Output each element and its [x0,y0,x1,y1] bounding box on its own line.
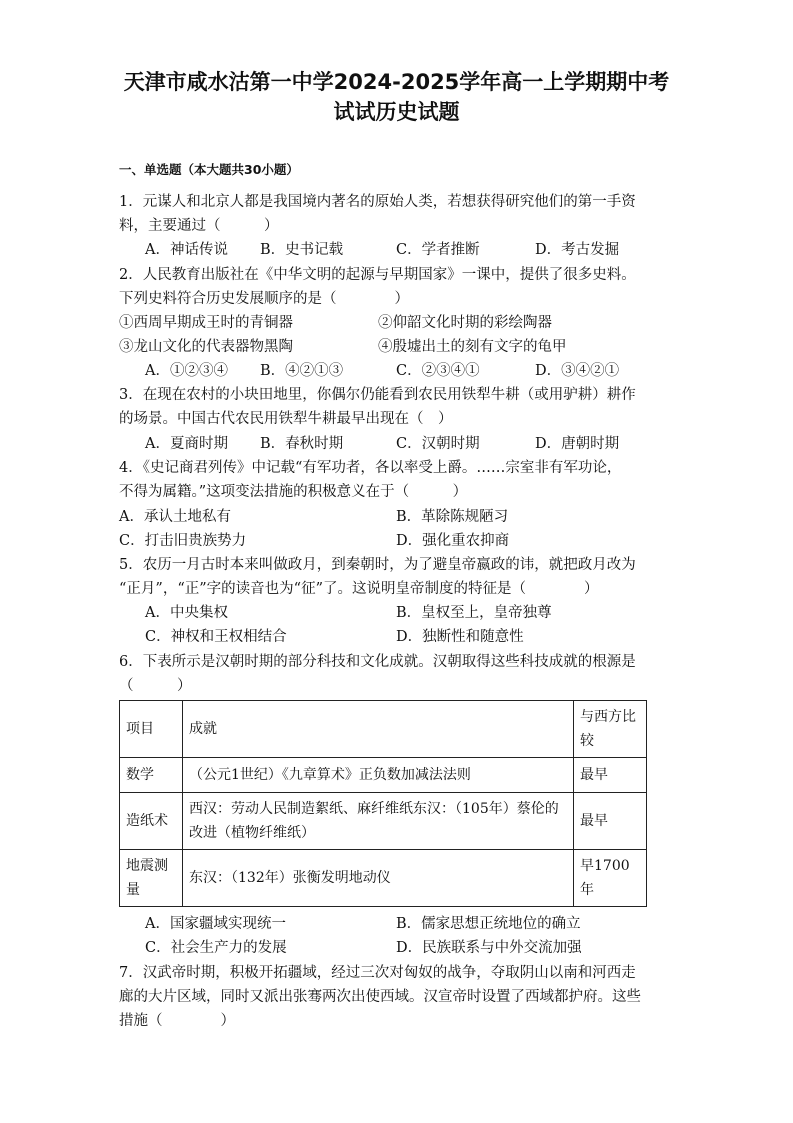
table-cell: 地震测量 [120,850,183,907]
q5-stem-line1: 5．农历一月古时本来叫做政月，到秦朝时，为了避皇帝嬴政的讳，就把政月改为 [119,557,636,573]
q1-option-a: A．神话传说 [145,242,228,258]
document-title-line2: 试试历史试题 [333,100,460,124]
q5-option-d: D．独断性和随意性 [396,629,524,645]
q2-option-c: C．②③④① [396,363,480,379]
q7-stem-line1: 7．汉武帝时期，积极开拓疆域，经过三次对匈奴的战争，夺取阴山以南和河西走 [119,965,636,981]
q3-option-b: B．春秋时期 [260,436,344,452]
table-cell: 早1700年 [574,850,647,907]
q3-option-c: C．汉朝时期 [396,436,480,452]
table-cell: 最早 [574,758,647,793]
table-cell: （公元1世纪）《九章算术》正负数加减法法则 [183,758,574,793]
table-header-cell: 项目 [120,701,183,758]
section-heading: 一、单选题（本大题共30小题） [119,162,299,177]
q1-stem-line1: 1．元谋人和北京人都是我国境内著名的原始人类，若想获得研究他们的第一手资 [119,194,636,210]
q4-option-b: B．革除陈规陋习 [396,509,509,525]
q1-option-b: B．史书记载 [260,242,344,258]
document-title-line1: 天津市咸水沽第一中学2024-2025学年高一上学期期中考 [123,70,670,94]
q2-option-a: A．①②③④ [145,363,228,379]
q4-stem-line1: 4．《史记商君列传》中记载“有军功者，各以率受上爵。……宗室非有军功论， [119,460,622,476]
q6-stem-line1: 6．下表所示是汉朝时期的部分科技和文化成就。汉朝取得这些科技成就的根源是 [119,654,636,670]
q7-stem-line3: 措施（ ） [119,1013,235,1029]
table-cell: 西汉：劳动人民制造絮纸、麻纤维纸东汉：（105年）蔡伦的改进（植物纤维纸） [183,793,574,850]
q4-option-c: C．打击旧贵族势力 [119,533,247,549]
q6-option-a: A．国家疆域实现统一 [145,916,286,932]
q3-stem-line1: 3．在现在农村的小块田地里，你偶尔仍能看到农民用铁犁牛耕（或用驴耕）耕作 [119,387,636,403]
table-header-cell: 成就 [183,701,574,758]
q2-stem-line2: 下列史料符合历史发展顺序的是（ ） [119,291,409,307]
q2-option-d: D．③④②① [535,363,620,379]
q3-option-a: A．夏商时期 [145,436,228,452]
q3-option-d: D．唐朝时期 [535,436,620,452]
q1-option-d: D．考古发掘 [535,242,620,258]
q3-stem-line2: 的场景。中国古代农民用铁犁牛耕最早出现在（ ） [119,411,453,427]
q4-option-a: A．承认土地私有 [119,509,231,525]
q5-option-b: B．皇权至上，皇帝独尊 [396,605,552,621]
table-row [120,758,647,793]
q2-option-b: B．④②①③ [260,363,344,379]
q7-stem-line2: 廊的大片区域，同时又派出张骞两次出使西域。汉宣帝时设置了西域都护府。这些 [119,989,641,1005]
table-cell: 数学 [120,758,183,793]
table-cell: 造纸术 [120,793,183,850]
q2-stem-line1: 2．人民教育出版社在《中华文明的起源与早期国家》一课中，提供了很多史料。 [119,267,636,283]
q4-option-d: D．强化重农抑商 [396,533,510,549]
table-row [120,850,647,907]
q5-stem-line2: “正月”，“正”字的读音也为“征”了。这说明皇帝制度的特征是（ ） [119,581,599,597]
q4-stem-line2: 不得为属籍。”这项变法措施的积极意义在于（ ） [119,484,468,500]
table-cell: 东汉：（132年）张衡发明地动仪 [183,850,574,907]
q2-item-3: ③龙山文化的代表器物黑陶 [119,339,293,355]
q5-option-c: C．神权和王权相结合 [145,629,287,645]
q2-item-2: ②仰韶文化时期的彩绘陶器 [378,315,552,331]
q2-item-1: ①西周早期成王时的青铜器 [119,315,293,331]
table-row [120,793,647,850]
q6-option-d: D．民族联系与中外交流加强 [396,940,582,956]
q6-option-b: B．儒家思想正统地位的确立 [396,916,581,932]
q1-option-c: C．学者推断 [396,242,480,258]
q5-option-a: A．中央集权 [145,605,228,621]
achievements-table [119,700,647,907]
table-header-row [120,701,647,758]
q6-stem-line2: （ ） [119,678,192,694]
q2-item-4: ④殷墟出土的刻有文字的龟甲 [378,339,567,355]
q1-stem-line2: 料，主要通过（ ） [119,218,279,234]
table-header-cell: 与西方比较 [574,701,647,758]
table-cell: 最早 [574,793,647,850]
q6-option-c: C．社会生产力的发展 [145,940,287,956]
